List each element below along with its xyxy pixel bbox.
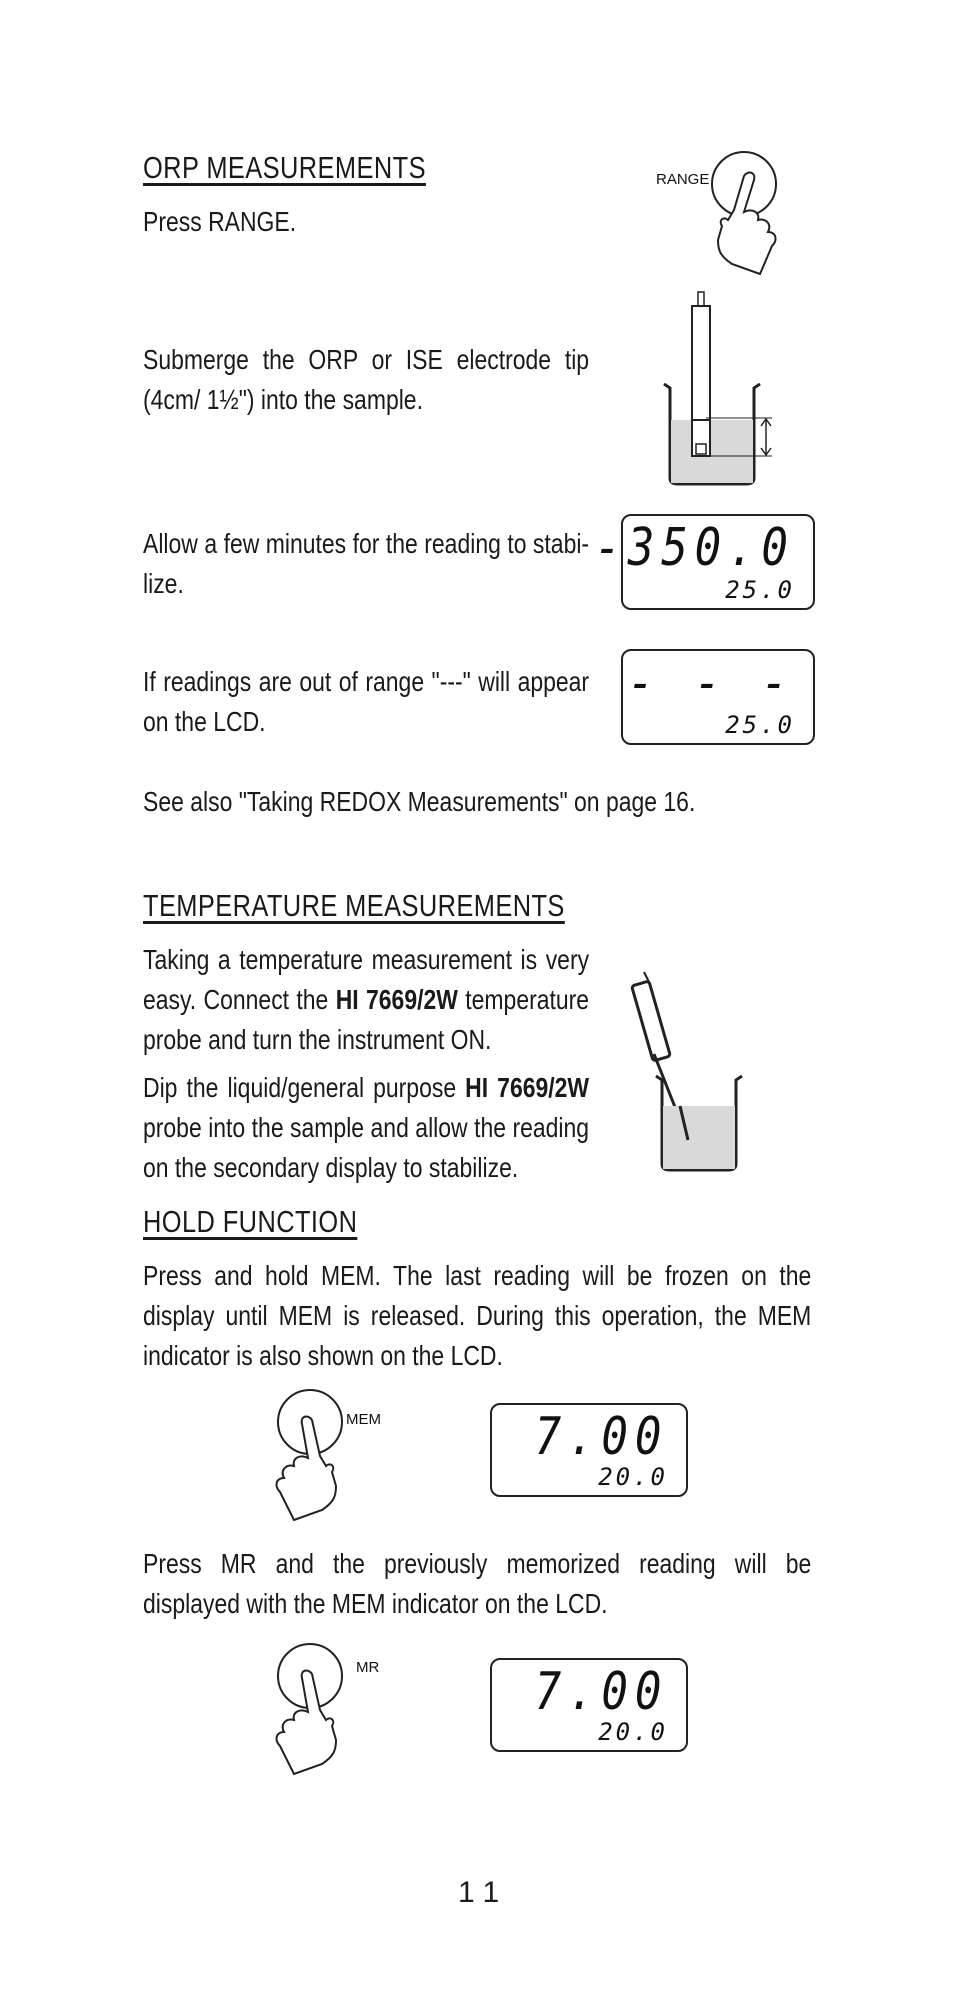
- pointing-hand-icon: [277, 1417, 336, 1520]
- lcd-secondary-value: 25.0: [725, 576, 795, 604]
- temperature-paragraph-2: [143, 1068, 589, 1188]
- lcd-primary-value: -350.0: [594, 518, 795, 578]
- hold-paragraph-1: Press and hold MEM. The last reading will be frozen on the display until MEM is released. During this operation, the MEM indicator is also shown on the LCD.: [143, 1260, 812, 1371]
- temperature-paragraph-1: [143, 940, 589, 1060]
- mr-button-press-illustration: [268, 1642, 418, 1782]
- lcd-display-orp-reading: [594, 514, 815, 610]
- mem-button-press-illustration: [268, 1388, 418, 1528]
- lcd-display-hold: [490, 1403, 688, 1497]
- lcd-primary-value: 7.00: [534, 1662, 668, 1722]
- temperature-probe-beaker-illustration: [620, 968, 750, 1178]
- lcd-display-out-of-range: [621, 649, 815, 745]
- temperature-title: TEMPERATURE MEASUREMENTS: [143, 888, 565, 923]
- temperature-p2-text-b: probe into the sample and allow the reading on the secondary display to stabilize.: [143, 1112, 590, 1183]
- temperature-p1-text-a: Taking a temperature measurement is very easy. Connect the: [143, 944, 590, 1015]
- range-button-press-illustration: [648, 146, 798, 286]
- lcd-primary-value: - - -: [627, 653, 795, 713]
- probe-handle-icon: [632, 981, 671, 1061]
- temperature-p1-text-b: temperature probe and turn the instrument ON.: [143, 984, 590, 1055]
- lcd-primary-value: 7.00: [534, 1407, 668, 1467]
- orp-electrode-beaker-illustration: [650, 288, 790, 488]
- temperature-p2-text-a: Dip the liquid/general purpose: [143, 1072, 466, 1103]
- orp-step-out-of-range: If readings are out of range "---" will appear on the LCD.: [143, 666, 590, 737]
- orp-see-also: See also "Taking REDOX Measurements" on page 16.: [143, 786, 696, 817]
- probe-model: HI 7669/2W: [335, 984, 458, 1015]
- range-label: RANGE: [656, 171, 710, 188]
- lcd-display-memory-recall: [490, 1658, 688, 1752]
- orp-title: ORP MEASUREMENTS: [143, 150, 426, 185]
- mr-label: MR: [356, 1659, 380, 1676]
- orp-step-press-range: Press RANGE.: [143, 206, 297, 237]
- orp-step-stabilize: Allow a few minutes for the reading to stabi-lize.: [143, 528, 590, 599]
- pointing-hand-icon: [277, 1671, 336, 1774]
- lcd-secondary-value: 20.0: [598, 1463, 668, 1491]
- orp-step-submerge: Submerge the ORP or ISE electrode tip (4cm/ 1½") into the sample.: [143, 344, 590, 415]
- pointing-hand-icon: [718, 173, 775, 274]
- page-number: 11: [458, 1876, 510, 1909]
- lcd-secondary-value: 20.0: [598, 1718, 668, 1746]
- mem-label: MEM: [346, 1411, 381, 1428]
- hold-title: HOLD FUNCTION: [143, 1204, 358, 1239]
- hold-paragraph-2: Press MR and the previously memorized reading will be displayed with the MEM indicator on the LCD.: [143, 1548, 812, 1619]
- probe-model: HI 7669/2W: [465, 1072, 590, 1103]
- lcd-secondary-value: 25.0: [725, 711, 795, 739]
